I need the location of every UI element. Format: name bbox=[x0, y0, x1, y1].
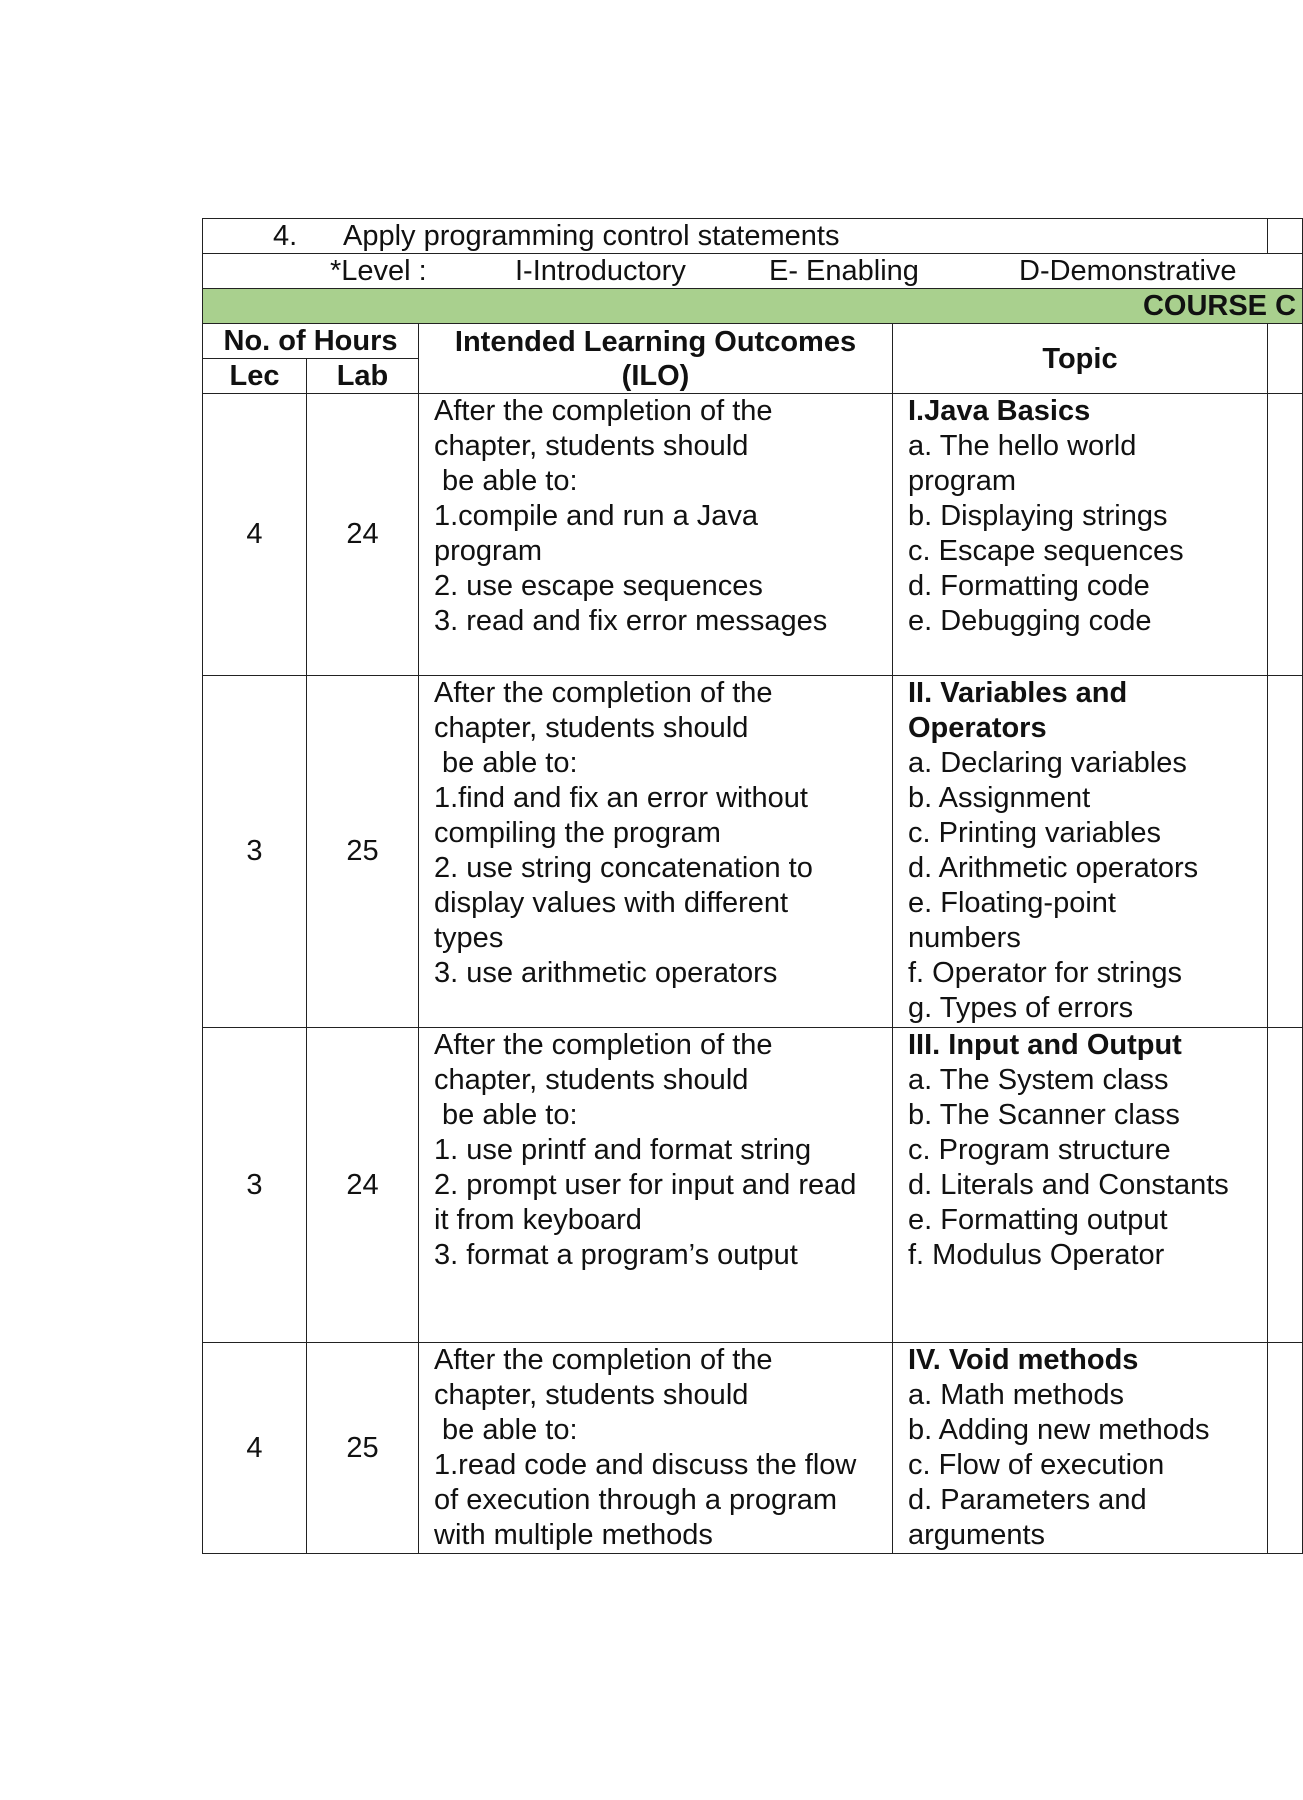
topic-line: b. Assignment bbox=[908, 782, 1091, 814]
topic-title: III. Input and Output bbox=[908, 1029, 1182, 1061]
topic-cell bbox=[893, 1343, 1268, 1554]
topic-title: Operators bbox=[908, 712, 1047, 744]
topic-line: b. The Scanner class bbox=[908, 1099, 1180, 1131]
topic-line: program bbox=[908, 465, 1016, 497]
goal-right-cell bbox=[1268, 219, 1303, 254]
ilo-header bbox=[419, 324, 893, 394]
topic-cell bbox=[893, 394, 1268, 676]
extra-cell bbox=[1268, 394, 1303, 676]
table-row bbox=[203, 1343, 1303, 1554]
level-enabling: E- Enabling bbox=[769, 255, 919, 287]
topic-line: a. Declaring variables bbox=[908, 747, 1187, 779]
topic-title: IV. Void methods bbox=[908, 1344, 1139, 1376]
topic-line: a. The System class bbox=[908, 1064, 1169, 1096]
ilo-line: 2. use escape sequences bbox=[434, 570, 763, 602]
lec-hours: 3 bbox=[203, 676, 307, 1028]
topic-line: c. Printing variables bbox=[908, 817, 1162, 849]
topic-line: d. Literals and Constants bbox=[908, 1169, 1229, 1201]
course-outline-table bbox=[202, 218, 1303, 1554]
lab-hours: 24 bbox=[307, 394, 419, 676]
ilo-line: After the completion of the bbox=[434, 677, 773, 709]
extra-cell bbox=[1268, 1028, 1303, 1343]
lab-hours: 25 bbox=[307, 1343, 419, 1554]
lec-header: Lec bbox=[203, 359, 307, 394]
course-band-title: COURSE C bbox=[203, 289, 1303, 324]
course-band-row bbox=[203, 289, 1303, 324]
topic-cell bbox=[893, 676, 1268, 1028]
topic-line: f. Operator for strings bbox=[908, 957, 1182, 989]
topic-line: g. Types of errors bbox=[908, 992, 1134, 1024]
topic-line: d. Formatting code bbox=[908, 570, 1150, 602]
level-introductory: I-Introductory bbox=[515, 255, 686, 287]
topic-line: c. Flow of execution bbox=[908, 1449, 1165, 1481]
ilo-cell bbox=[419, 1028, 893, 1343]
topic-line: e. Formatting output bbox=[908, 1204, 1168, 1236]
ilo-line: with multiple methods bbox=[434, 1519, 713, 1551]
topic-cell bbox=[893, 1028, 1268, 1343]
extra-cell bbox=[1268, 676, 1303, 1028]
extra-cell bbox=[1268, 1343, 1303, 1554]
ilo-line: 3. format a program’s output bbox=[434, 1239, 798, 1271]
lec-hours: 4 bbox=[203, 394, 307, 676]
ilo-line: chapter, students should bbox=[434, 1379, 749, 1411]
topic-line: arguments bbox=[908, 1519, 1046, 1551]
lec-hours: 3 bbox=[203, 1028, 307, 1343]
ilo-line: types bbox=[434, 922, 504, 954]
header-extra-cell bbox=[1268, 324, 1303, 394]
lab-hours: 24 bbox=[307, 1028, 419, 1343]
ilo-line: chapter, students should bbox=[434, 712, 749, 744]
topic-line: d. Parameters and bbox=[908, 1484, 1147, 1516]
ilo-cell bbox=[419, 676, 893, 1028]
course-outline-table-container bbox=[202, 218, 1297, 1554]
level-demonstrative: D-Demonstrative bbox=[1019, 255, 1237, 287]
ilo-line: compiling the program bbox=[434, 817, 721, 849]
topic-line: e. Debugging code bbox=[908, 605, 1152, 637]
ilo-line: After the completion of the bbox=[434, 395, 773, 427]
ilo-line: program bbox=[434, 535, 542, 567]
goal-number: 4. bbox=[273, 220, 298, 252]
ilo-line: 1.compile and run a Java bbox=[434, 500, 759, 532]
topic-title: II. Variables and bbox=[908, 677, 1128, 709]
ilo-line: display values with different bbox=[434, 887, 789, 919]
topic-line: b. Displaying strings bbox=[908, 500, 1168, 532]
ilo-header-line1: Intended Learning Outcomes bbox=[454, 325, 857, 358]
table-row bbox=[203, 1028, 1303, 1343]
hours-header: No. of Hours bbox=[203, 324, 419, 359]
lec-hours: 4 bbox=[203, 1343, 307, 1554]
header-row-1 bbox=[203, 324, 1303, 359]
topic-line: f. Modulus Operator bbox=[908, 1239, 1165, 1271]
topic-line: a. The hello world bbox=[908, 430, 1137, 462]
topic-line: b. Adding new methods bbox=[908, 1414, 1210, 1446]
ilo-line: 3. use arithmetic operators bbox=[434, 957, 778, 989]
ilo-cell bbox=[419, 1343, 893, 1554]
topic-line: a. Math methods bbox=[908, 1379, 1124, 1411]
ilo-line: be able to: bbox=[434, 1099, 578, 1131]
ilo-line: be able to: bbox=[434, 1414, 578, 1446]
table-row bbox=[203, 394, 1303, 676]
ilo-line: it from keyboard bbox=[434, 1204, 642, 1236]
ilo-line: 1.read code and discuss the flow bbox=[434, 1449, 857, 1481]
level-label: *Level : bbox=[330, 255, 427, 287]
ilo-line: be able to: bbox=[434, 465, 578, 497]
ilo-line: chapter, students should bbox=[434, 1064, 749, 1096]
goal-text: Apply programming control statements bbox=[343, 220, 840, 252]
lab-hours: 25 bbox=[307, 676, 419, 1028]
ilo-line: After the completion of the bbox=[434, 1029, 773, 1061]
ilo-header-line2: (ILO) bbox=[621, 359, 690, 392]
topic-line: d. Arithmetic operators bbox=[908, 852, 1199, 884]
level-row bbox=[203, 254, 1303, 289]
ilo-cell bbox=[419, 394, 893, 676]
goal-cell bbox=[203, 219, 1268, 254]
ilo-line: chapter, students should bbox=[434, 430, 749, 462]
topic-title: I.Java Basics bbox=[908, 395, 1091, 427]
level-cell bbox=[203, 254, 1303, 289]
lab-header: Lab bbox=[307, 359, 419, 394]
topic-header: Topic bbox=[893, 324, 1268, 394]
topic-line: numbers bbox=[908, 922, 1021, 954]
topic-line: c. Program structure bbox=[908, 1134, 1171, 1166]
ilo-line: 3. read and fix error messages bbox=[434, 605, 828, 637]
ilo-line: of execution through a program bbox=[434, 1484, 838, 1516]
topic-line: c. Escape sequences bbox=[908, 535, 1184, 567]
ilo-line: 1.find and fix an error without bbox=[434, 782, 808, 814]
goal-row bbox=[203, 219, 1303, 254]
topic-line: e. Floating-point bbox=[908, 887, 1116, 919]
ilo-line: After the completion of the bbox=[434, 1344, 773, 1376]
ilo-line: be able to: bbox=[434, 747, 578, 779]
ilo-line: 2. use string concatenation to bbox=[434, 852, 813, 884]
table-row bbox=[203, 676, 1303, 1028]
ilo-line: 1. use printf and format string bbox=[434, 1134, 812, 1166]
ilo-line: 2. prompt user for input and read bbox=[434, 1169, 857, 1201]
